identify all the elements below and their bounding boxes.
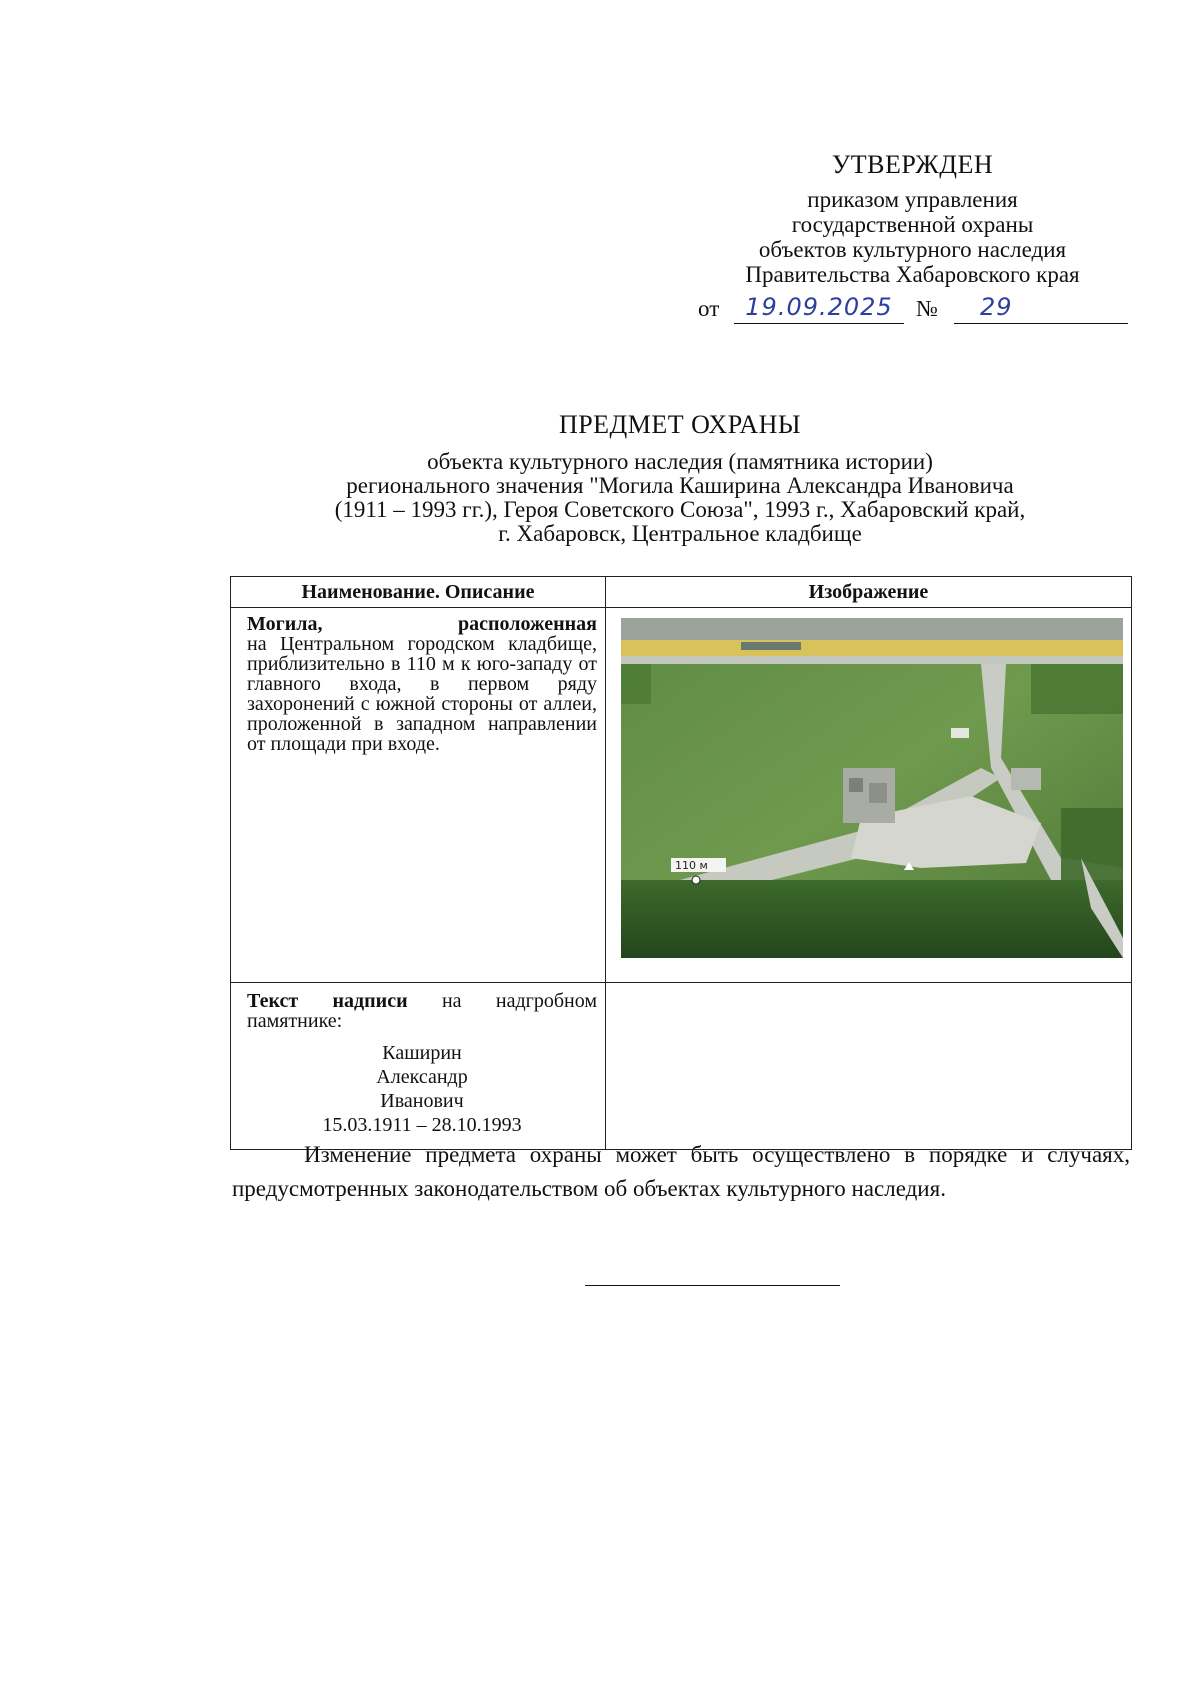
subtitle-line: (1911 – 1993 гг.), Героя Советского Союза", 1993 г., Хабаровский край, (334, 497, 1026, 522)
approval-line: государственной охраны (791, 212, 1034, 237)
inscription-cell (231, 983, 606, 1150)
approval-line: Правительства Хабаровского края (745, 262, 1080, 287)
distance-label: 110 м (675, 859, 708, 872)
header-description: Наименование. Описание (231, 577, 606, 608)
approval-line: приказом управления (807, 187, 1018, 212)
road-top (621, 618, 1123, 640)
description-text: на Центральном городском кладбище, приблизительно в 110 м к юго-западу от главного входа, в первом ряду захоронений с южной стороны от аллеи, проложенной в западном направлении от площади при входе. (247, 633, 597, 755)
table-row (231, 983, 1132, 1150)
inscription-line: Каширин (382, 1042, 462, 1064)
subtitle-line: г. Хабаровск, Центральное кладбище (498, 521, 862, 546)
approval-line: объектов культурного наследия (758, 237, 1067, 262)
inscription-caption (247, 991, 597, 1031)
handwritten-date: 19.09.2025 (745, 293, 893, 321)
handwritten-number: 29 (980, 293, 1013, 321)
document-subtitle (230, 450, 1130, 546)
approval-block (690, 152, 1135, 287)
memorial-detail (869, 783, 887, 803)
table-header-row (231, 577, 1132, 608)
aerial-photo (621, 618, 1123, 958)
building (1011, 768, 1041, 790)
table-row (231, 608, 1132, 983)
header-image: Изображение (606, 577, 1132, 608)
subtitle-line: объекта культурного наследия (памятника истории) (427, 449, 933, 474)
date-label: от (698, 296, 720, 321)
vehicle (951, 728, 969, 738)
footnote-paragraph: Изменение предмета охраны может быть осуществлено в порядке и случаях, предусмотренных законодательством об объектах культурного наследия. (232, 1142, 1130, 1201)
tree-cluster (1031, 664, 1123, 714)
inscription-line: Иванович (380, 1090, 464, 1112)
protection-table (230, 576, 1132, 1150)
document-title: ПРЕДМЕТ ОХРАНЫ (558, 410, 802, 439)
sidewalk (621, 656, 1123, 664)
inscription-line: Александр (376, 1066, 468, 1088)
grave-marker-icon (692, 876, 700, 884)
memorial-detail (849, 778, 863, 792)
description-cell (231, 608, 606, 983)
road-sign (741, 642, 801, 650)
tree-cluster (621, 664, 651, 704)
description-lead: Могила, расположенная (247, 613, 597, 635)
subtitle-line: регионального значения "Могила Каширина Александра Ивановича (346, 473, 1014, 498)
approval-date-row (698, 292, 1128, 328)
inscription-caption-text: на надгробном памятнике: (247, 990, 597, 1032)
date-blank (734, 293, 904, 324)
image-cell (606, 608, 1132, 983)
tree-cluster (1061, 808, 1123, 880)
inscription-lead: Текст надписи (247, 990, 408, 1012)
number-label: № (916, 296, 938, 321)
road-yellow-strip (621, 640, 1123, 656)
number-blank (954, 293, 1128, 324)
end-line (585, 1285, 840, 1286)
tree-band-bottom (621, 880, 1123, 958)
inscription-text (247, 1041, 597, 1137)
empty-image-cell (606, 983, 1132, 1150)
approval-heading: УТВЕРЖДЕН (831, 150, 994, 179)
inscription-line: 15.03.1911 – 28.10.1993 (322, 1114, 522, 1136)
